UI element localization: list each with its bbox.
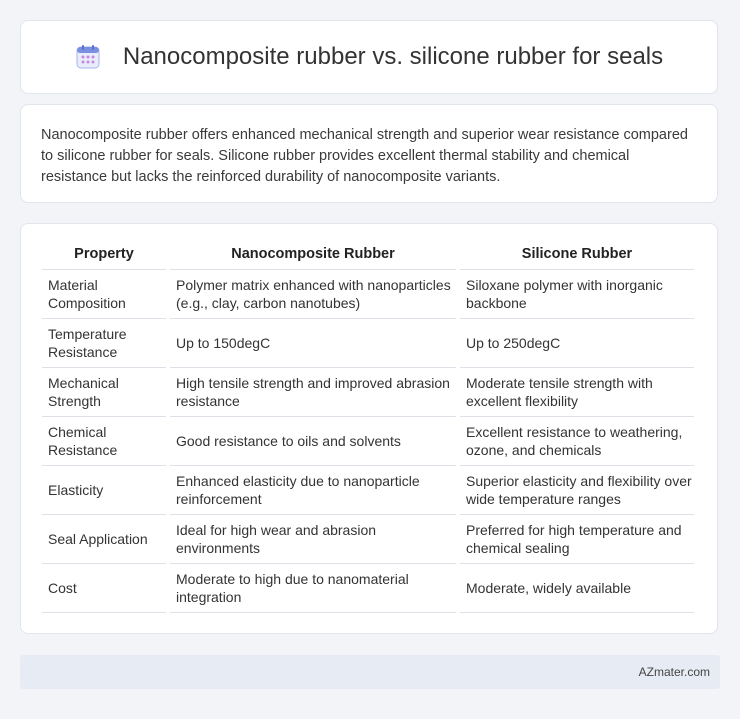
comparison-table [38, 246, 698, 613]
row-property: Material Composition [42, 270, 166, 319]
row-nanocomposite-value: Good resistance to oils and solvents [170, 417, 456, 466]
row-nanocomposite-value: High tensile strength and improved abrasion resistance [170, 368, 456, 417]
row-silicone-value: Superior elasticity and flexibility over wide temperature ranges [460, 466, 694, 515]
row-silicone-value: Siloxane polymer with inorganic backbone [460, 270, 694, 319]
table-row [42, 515, 694, 564]
row-silicone-value: Moderate, widely available [460, 564, 694, 613]
row-nanocomposite-value: Enhanced elasticity due to nanoparticle reinforcement [170, 466, 456, 515]
table-row [42, 270, 694, 319]
row-property: Chemical Resistance [42, 417, 166, 466]
calendar-icon [75, 44, 101, 70]
title-card [20, 20, 718, 94]
comparison-table-card [20, 223, 718, 634]
table-row [42, 564, 694, 613]
header-property: Property [42, 246, 166, 270]
row-silicone-value: Up to 250degC [460, 319, 694, 368]
row-property: Temperature Resistance [42, 319, 166, 368]
row-property: Elasticity [42, 466, 166, 515]
table-row [42, 417, 694, 466]
summary-text: Nanocomposite rubber offers enhanced mechanical strength and superior wear resistance compared to silicone rubber for seals. Silicone rubber provides excellent thermal stability and chemical resistance but lacks the reinforced durability of nanocomposite variants. [41, 127, 688, 185]
table-row [42, 368, 694, 417]
row-nanocomposite-value: Up to 150degC [170, 319, 456, 368]
table-row [42, 319, 694, 368]
row-property: Mechanical Strength [42, 368, 166, 417]
row-silicone-value: Preferred for high temperature and chemical sealing [460, 515, 694, 564]
footer [20, 655, 720, 689]
row-silicone-value: Excellent resistance to weathering, ozone, and chemicals [460, 417, 694, 466]
summary-card [20, 104, 718, 203]
row-nanocomposite-value: Ideal for high wear and abrasion environments [170, 515, 456, 564]
row-silicone-value: Moderate tensile strength with excellent flexibility [460, 368, 694, 417]
table-header-row [42, 246, 694, 270]
header-silicone-rubber: Silicone Rubber [460, 246, 694, 270]
row-property: Cost [42, 564, 166, 613]
footer-brand: AZmater.com [638, 665, 710, 679]
page-title: Nanocomposite rubber vs. silicone rubber for seals [122, 43, 664, 70]
header-nanocomposite-rubber: Nanocomposite Rubber [170, 246, 456, 270]
row-property: Seal Application [42, 515, 166, 564]
row-nanocomposite-value: Moderate to high due to nanomaterial integration [170, 564, 456, 613]
table-row [42, 466, 694, 515]
row-nanocomposite-value: Polymer matrix enhanced with nanoparticles (e.g., clay, carbon nanotubes) [170, 270, 456, 319]
